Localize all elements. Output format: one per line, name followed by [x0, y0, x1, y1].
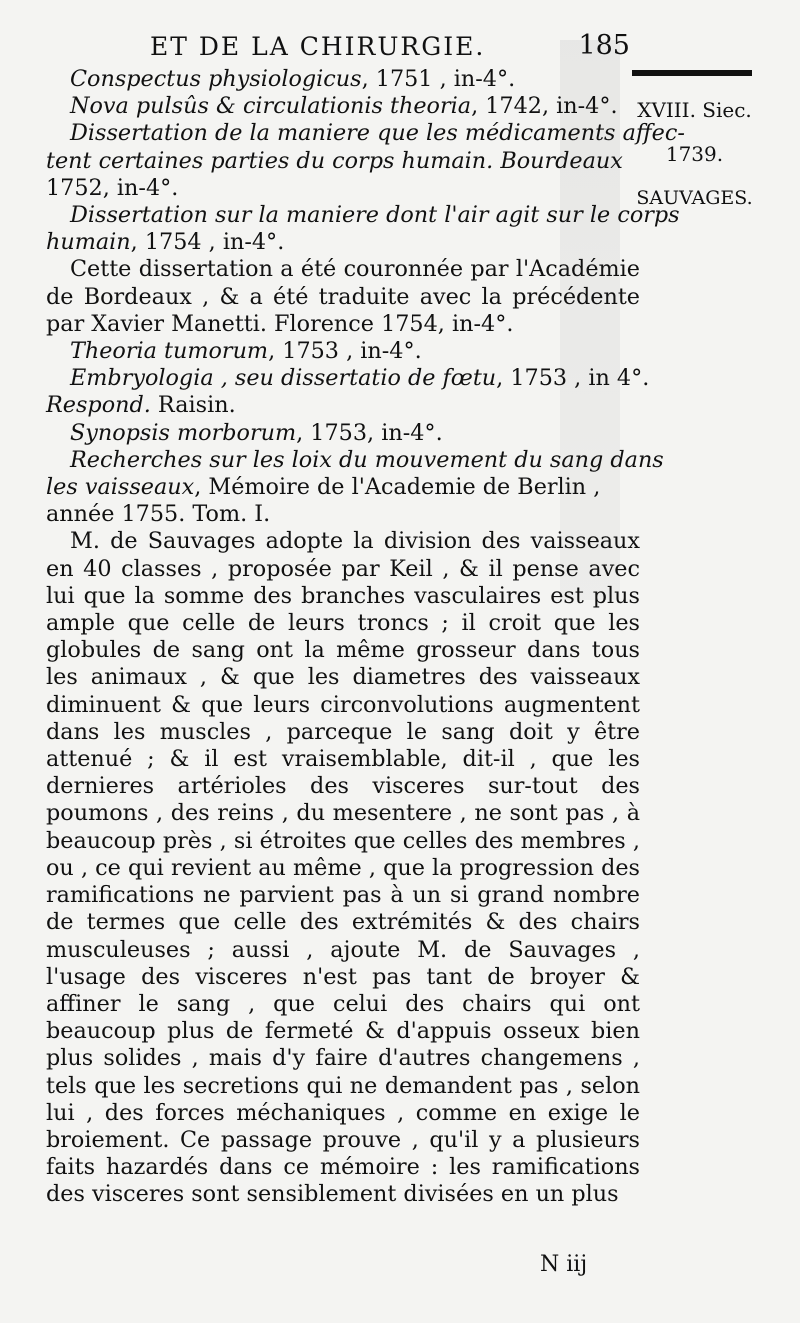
entry-title: Recherches sur les loix du mouvement du sang dans	[70, 446, 664, 473]
margin-century: XVIII. Siec.	[637, 98, 752, 122]
entry-title: Theoria tumorum	[70, 338, 269, 365]
entry-title: Respond.	[46, 392, 151, 419]
entry-title: Conspectus physiologicus	[70, 66, 362, 92]
margin-author: SAUVAGES.	[636, 187, 753, 209]
entry-title: humain	[46, 229, 131, 256]
margin-year: 1739.	[665, 142, 724, 166]
page-header	[150, 32, 630, 66]
bibliography-entry	[46, 148, 640, 175]
bibliography-entry	[46, 66, 640, 93]
entry-details: , 1753, in-4°.	[296, 419, 443, 446]
bibliography-entry	[46, 365, 650, 392]
entry-title: Embryologia , seu dissertatio de fœtu	[70, 365, 497, 392]
entry-title: Dissertation de la maniere que les médicaments affec-	[70, 120, 685, 147]
bibliography-entry	[46, 446, 664, 474]
entry-title: Synopsis morborum	[70, 419, 297, 446]
entry-details: , 1753 , in-4°.	[268, 338, 422, 365]
margin-notes	[632, 88, 757, 220]
entry-details: , Mémoire de l'Academie de Berlin ,	[194, 474, 601, 501]
entry-details: année 1755. Tom. I.	[46, 501, 271, 528]
entry-title: tent certaines parties du corps humain. Bourdeaux	[46, 147, 623, 174]
entry-details: Raisin.	[150, 392, 236, 419]
bibliography-entry	[46, 93, 640, 120]
margin-rule	[632, 70, 752, 76]
page-number: 185	[578, 30, 630, 61]
bibliography-list	[46, 66, 685, 256]
entry-details: , 1742, in-4°.	[471, 93, 618, 120]
bibliography-entry	[46, 175, 640, 202]
bibliography-entry	[46, 501, 640, 528]
bibliography-entry	[46, 120, 685, 147]
paragraph-dissertation-note: Cette dissertation a été couronnée par l'Académie de Bordeaux , & a été traduite avec la précédente par Xavier Manetti. Florence 1754, in-4°.	[46, 256, 640, 337]
entry-title: Nova pulsûs & circulationis theoria	[70, 93, 472, 120]
entry-details: , 1754 , in-4°.	[130, 229, 285, 256]
entry-details: 1752, in-4°.	[46, 174, 179, 201]
entry-details: , 1753 , in 4°.	[496, 365, 650, 392]
running-head: ET DE LA CHIRURGIE.	[150, 32, 486, 61]
entry-title: Dissertation sur la maniere dont l'air agit sur le corps	[70, 202, 680, 229]
signature-mark: N iij	[540, 1252, 588, 1277]
paragraph-sauvages-vessels: M. de Sauvages adopte la division des vaisseaux en 40 classes , proposée par Keil , & il pense avec lui que la somme des branches vasculaires est plus ample que celle de leurs troncs ; il croit que les globules de sang ont la même grosseur dans tous les animaux , & que les diametres des vaisseaux diminuent & que leurs circonvolutions augmentent dans les muscles , parceque le sang doit y être attenué ; & il est vraisemblable, dit-il , que les dernieres artérioles des visceres sur-tout des poumons , des reins , du mesentere , ne sont pas , à beaucoup près , si étroites que celles des membres , ou , ce qui revient au même , que la progression des ramifications ne parvient pas à un si grand nombre de termes que celle des extrémités & des chairs musculeuses ; aussi , ajoute M. de Sauvages , l'usage des visceres n'est pas tant de broyer & affiner le sang , que celui des chairs qui ont beaucoup plus de fermeté & d'appuis osseux bien plus solides , mais d'y faire d'autres changemens , tels que les secretions qui ne demandent pas , selon lui , des forces méchaniques , comme en exige le broiement. Ce passage prouve , qu'il y a plusieurs faits hazardés dans ce mémoire : les ramifications des visceres sont sensiblement divisées en un plus	[46, 528, 640, 1208]
bibliography-entry	[46, 474, 640, 501]
bibliography-entry	[46, 338, 640, 365]
bibliography-entry	[46, 202, 680, 229]
bibliography-entry	[46, 229, 640, 256]
bibliography-entry	[46, 392, 640, 419]
entry-details: , 1751 , in-4°.	[361, 66, 516, 92]
body-text	[46, 66, 685, 1209]
entry-title: les vaisseaux	[46, 474, 195, 501]
bibliography-list-continued	[46, 338, 664, 528]
bibliography-entry	[46, 420, 640, 447]
